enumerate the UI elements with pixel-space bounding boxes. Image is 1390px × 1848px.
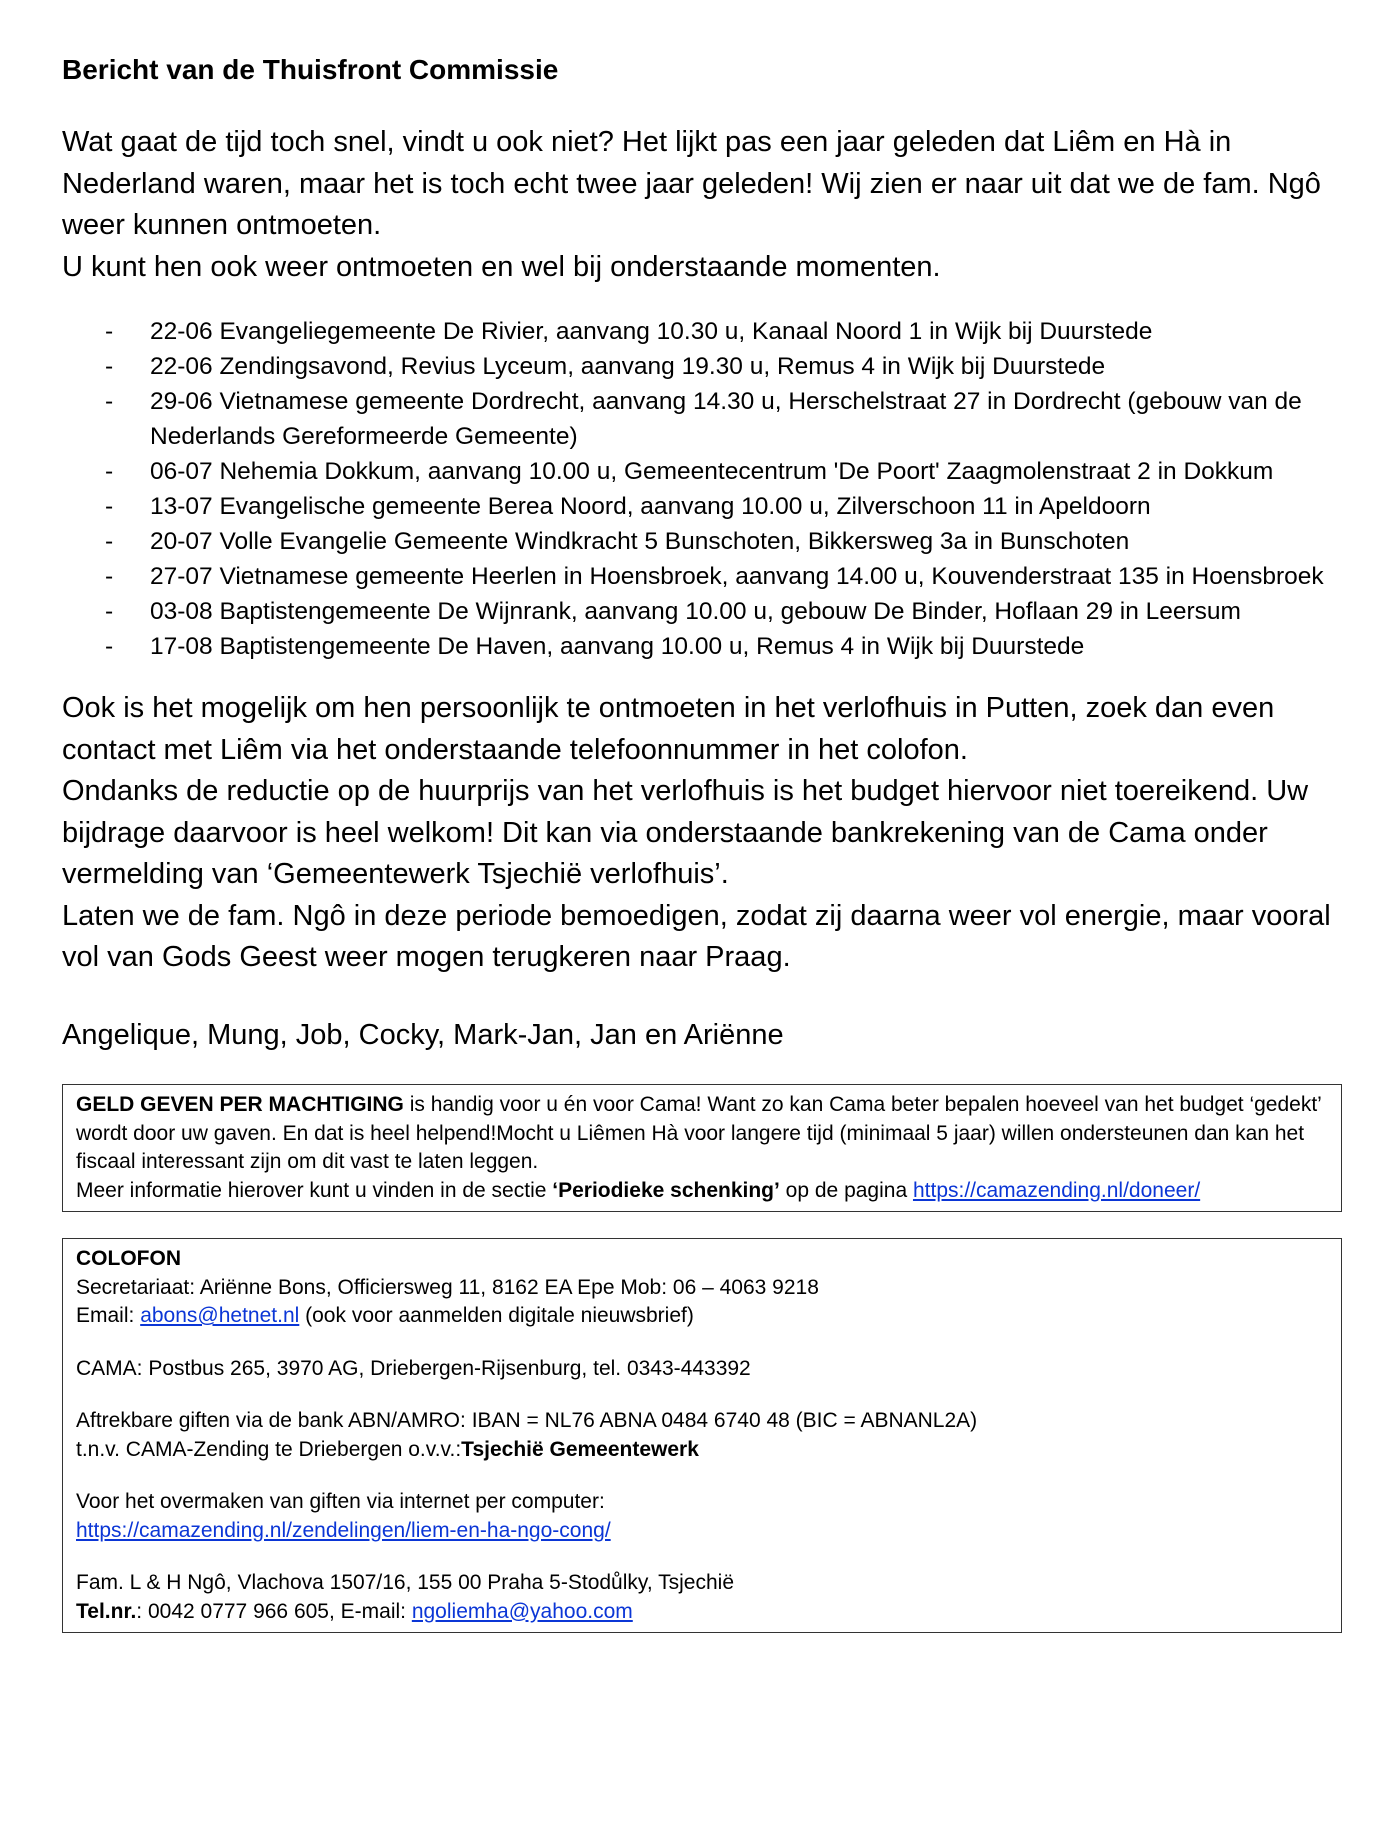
list-item bbox=[62, 594, 1342, 629]
event-text: 22-06 Zendingsavond, Revius Lyceum, aanvang 19.30 u, Remus 4 in Wijk bij Duurstede bbox=[150, 353, 1106, 380]
list-item bbox=[62, 524, 1342, 559]
event-text: 27-07 Vietnamese gemeente Heerlen in Hoensbroek, aanvang 14.00 u, Kouvenderstraat 135 in Hoensbroek bbox=[150, 563, 1324, 590]
spacer bbox=[76, 1383, 1328, 1407]
events-list bbox=[62, 314, 1342, 664]
machtiging-info bbox=[76, 1177, 1328, 1206]
cama-address: CAMA: Postbus 265, 3970 AG, Driebergen-Rijsenburg, tel. 0343-443392 bbox=[76, 1356, 751, 1380]
spacer bbox=[76, 1545, 1328, 1569]
event-text: 29-06 Vietnamese gemeente Dordrecht, aanvang 14.30 u, Herschelstraat 27 in Dordrecht (gebouw van de Nederlands Gereformeerde Gemeente) bbox=[150, 388, 1302, 450]
tel-label: Tel.nr. bbox=[76, 1599, 137, 1623]
colofon-heading bbox=[76, 1245, 1328, 1274]
machtiging-text bbox=[76, 1091, 1328, 1177]
info-mid: op de pagina bbox=[779, 1178, 913, 1202]
list-item bbox=[62, 384, 1342, 454]
document-title: Bericht van de Thuisfront Commissie bbox=[62, 54, 559, 85]
internet-text: Voor het overmaken van giften via internet per computer: bbox=[76, 1490, 605, 1513]
tel-line bbox=[76, 1598, 1328, 1627]
machtiging-lead: GELD GEVEN PER MACHTIGING bbox=[76, 1093, 404, 1116]
colofon-title: COLOFON bbox=[76, 1247, 181, 1270]
list-bullet: - bbox=[105, 493, 114, 520]
body-paragraph: Laten we de fam. Ngô in deze periode bemoedigen, zodat zij daarna weer vol energie, maar vooral vol van Gods Geest weer mogen terugkeren naar Praag. bbox=[62, 899, 1331, 973]
email-prefix: Email: bbox=[76, 1304, 141, 1327]
list-item bbox=[62, 454, 1342, 489]
list-item bbox=[62, 559, 1342, 594]
event-text: 13-07 Evangelische gemeente Berea Noord, aanvang 10.00 u, Zilverschoon 11 in Apeldoorn bbox=[150, 493, 1151, 520]
list-item bbox=[62, 629, 1342, 664]
event-text: 22-06 Evangeliegemeente De Rivier, aanvang 10.30 u, Kanaal Noord 1 in Wijk bij Duurstede bbox=[150, 318, 1153, 345]
list-bullet: - bbox=[105, 318, 114, 345]
list-bullet: - bbox=[105, 563, 114, 590]
list-item bbox=[62, 489, 1342, 524]
intro-paragraph: U kunt hen ook weer ontmoeten en wel bij onderstaande momenten. bbox=[62, 250, 941, 283]
event-text: 06-07 Nehemia Dokkum, aanvang 10.00 u, Gemeentecentrum 'De Poort' Zaagmolenstraat 2 in Dokkum bbox=[150, 458, 1274, 485]
list-item bbox=[62, 349, 1342, 384]
list-item bbox=[62, 314, 1342, 349]
spacer bbox=[76, 1464, 1328, 1488]
family-email-link[interactable]: ngoliemha@yahoo.com bbox=[411, 1599, 633, 1623]
bank-line: Aftrekbare giften via de bank ABN/AMRO: IBAN = NL76 ABNA 0484 6740 48 (BIC = ABNANL2A) bbox=[76, 1409, 978, 1432]
colofon-box bbox=[62, 1238, 1342, 1633]
list-bullet: - bbox=[105, 598, 114, 625]
doneer-link[interactable]: https://camazending.nl/doneer/ bbox=[912, 1178, 1201, 1202]
machtiging-box bbox=[62, 1084, 1342, 1212]
internet-link-line bbox=[76, 1517, 1328, 1546]
info-prefix: Meer informatie hierover kunt u vinden in de sectie bbox=[76, 1178, 553, 1202]
list-bullet: - bbox=[105, 353, 114, 380]
document-page bbox=[62, 50, 1342, 1633]
email-suffix: (ook voor aanmelden digitale nieuwsbrief) bbox=[299, 1304, 694, 1327]
intro-paragraph: Wat gaat de tijd toch snel, vindt u ook niet? Het lijkt pas een jaar geleden dat Liêm en Hà in Nederland waren, maar het is toch echt twee jaar geleden! Wij zien er naar uit dat we de fam. Ngô weer kunnen ontmoeten. bbox=[62, 126, 1321, 241]
event-text: 03-08 Baptistengemeente De Wijnrank, aanvang 10.00 u, gebouw De Binder, Hoflaan 29 in Leersum bbox=[150, 598, 1241, 625]
bank-reference-line bbox=[76, 1436, 1328, 1465]
body-paragraph: Ook is het mogelijk om hen persoonlijk te ontmoeten in het verlofhuis in Putten, zoek dan even contact met Liêm via het onderstaande telefoonnummer in het colofon. bbox=[62, 692, 1275, 766]
tel-text: : 0042 0777 966 605, E-mail: bbox=[136, 1599, 412, 1623]
zendelingen-link[interactable]: https://camazending.nl/zendelingen/liem-en-ha-ngo-cong/ bbox=[76, 1518, 611, 1542]
signers: Angelique, Mung, Job, Cocky, Mark-Jan, Jan en Ariënne bbox=[62, 1018, 784, 1051]
spacer bbox=[76, 1331, 1328, 1355]
info-section-name: ‘Periodieke schenking’ bbox=[552, 1178, 780, 1202]
list-bullet: - bbox=[105, 388, 114, 415]
list-bullet: - bbox=[105, 633, 114, 660]
bank-reference-prefix: t.n.v. CAMA-Zending te Driebergen o.v.v.: bbox=[76, 1437, 462, 1461]
email-link[interactable]: abons@hetnet.nl bbox=[140, 1304, 300, 1327]
body-paragraph: Ondanks de reductie op de huurprijs van het verlofhuis is het budget hiervoor niet toereikend. Uw bijdrage daarvoor is heel welkom! Dit kan via onderstaande bankrekening van de Cama onder vermelding van ‘Gemeentewerk Tsjechië verlofhuis’. bbox=[62, 775, 1309, 890]
list-bullet: - bbox=[105, 458, 114, 485]
bank-reference-bold: Tsjechië Gemeentewerk bbox=[461, 1437, 699, 1461]
email-line bbox=[76, 1302, 1328, 1331]
secretariaat-line: Secretariaat: Ariënne Bons, Officiersweg 11, 8162 EA Epe Mob: 06 – 4063 9218 bbox=[76, 1275, 819, 1299]
list-bullet: - bbox=[105, 528, 114, 555]
family-address: Fam. L & H Ngô, Vlachova 1507/16, 155 00 Praha 5-Stodůlky, Tsjechië bbox=[76, 1571, 734, 1594]
event-text: 20-07 Volle Evangelie Gemeente Windkracht 5 Bunschoten, Bikkersweg 3a in Bunschoten bbox=[150, 528, 1130, 555]
event-text: 17-08 Baptistengemeente De Haven, aanvang 10.00 u, Remus 4 in Wijk bij Duurstede bbox=[150, 633, 1085, 660]
machtiging-body: is handig voor u én voor Cama! Want zo kan Cama beter bepalen hoeveel van het budget ‘gedekt’ wordt door uw gaven. En dat is heel helpend!Mocht u Liêmen Hà voor langere tijd (minimaal 5 jaar) willen ondersteunen dan kan het fiscaal interessant zijn om dit vast te laten leggen. bbox=[76, 1093, 1322, 1173]
